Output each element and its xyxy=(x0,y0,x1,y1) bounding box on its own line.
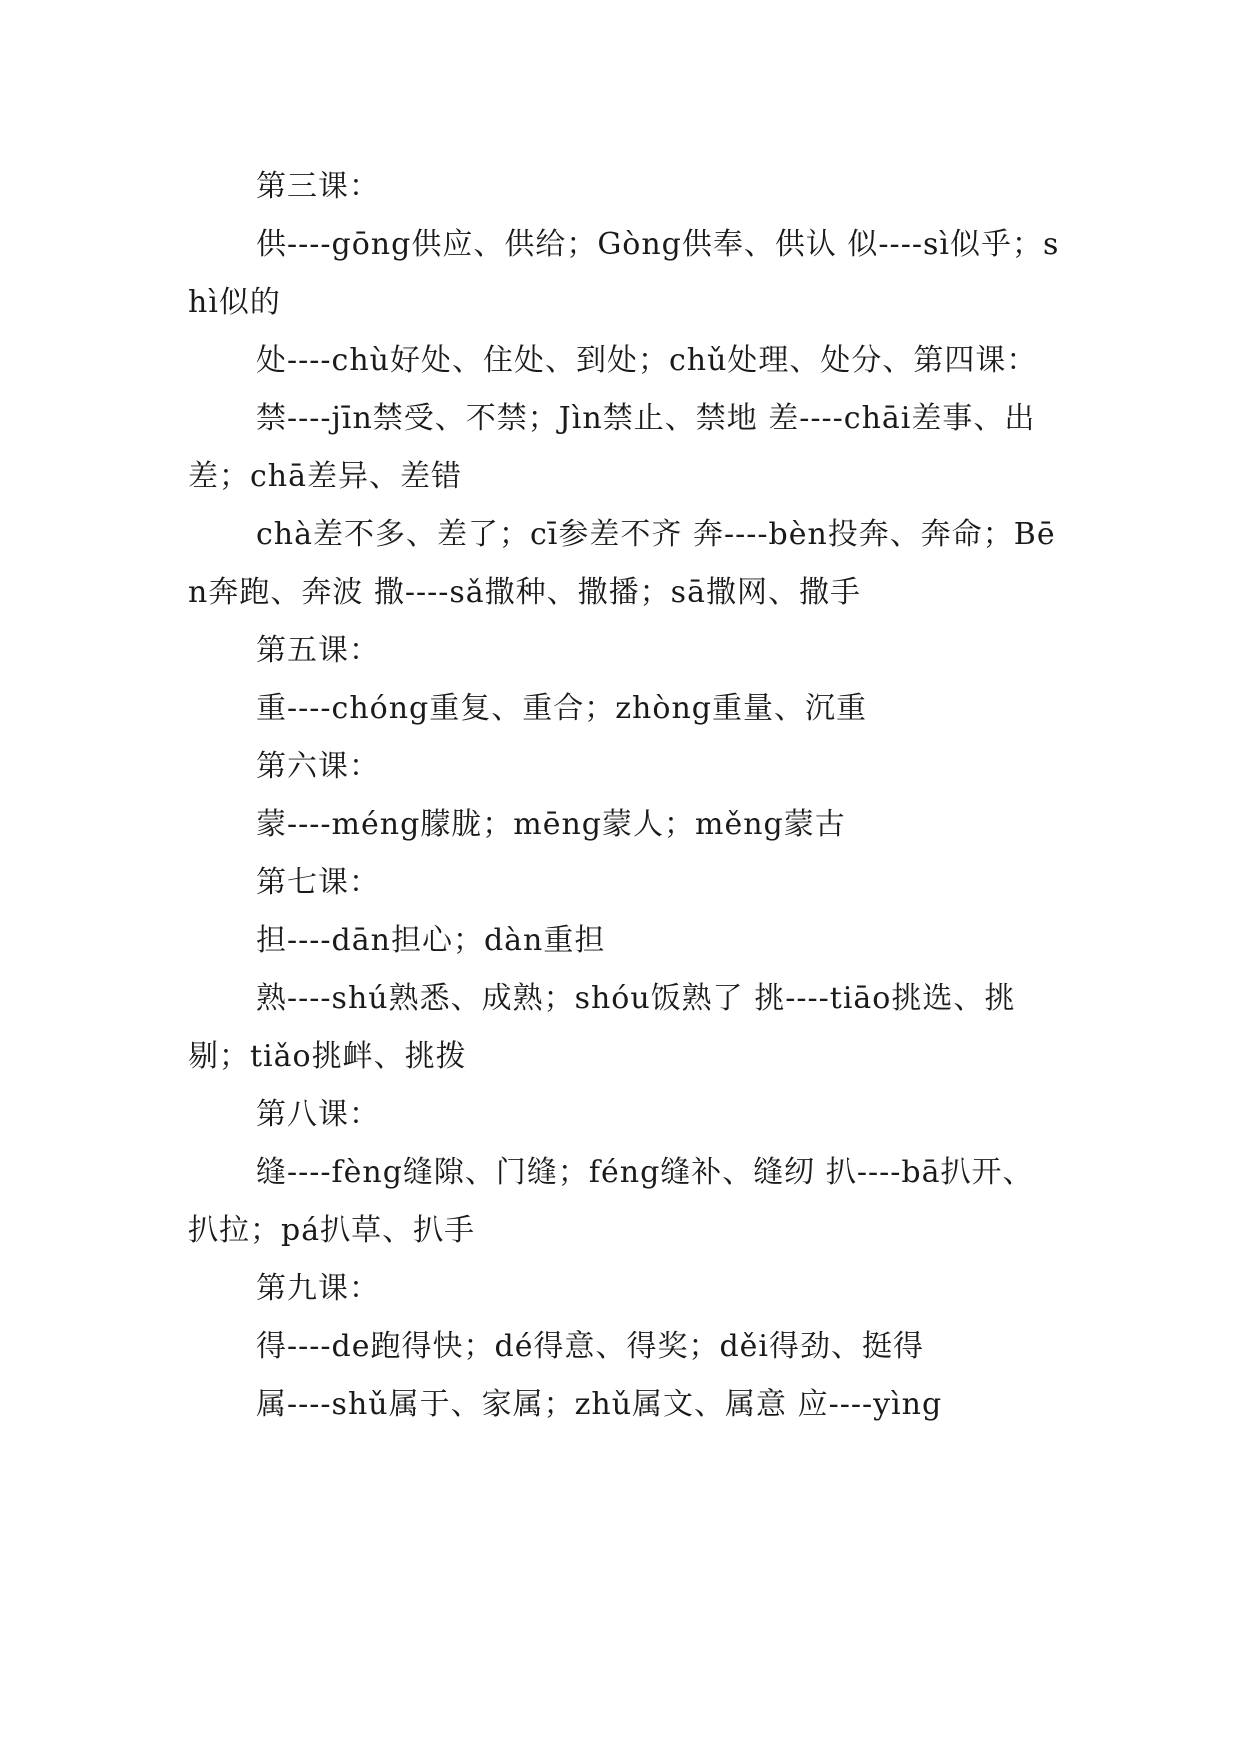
paragraph-cha-ben-sa: chà差不多、差了；cī参差不齐 奔----bèn投奔、奔命；Bēn奔跑、奔波 撒----sǎ撒种、撒播；sā撒网、撒手 xyxy=(188,517,1056,610)
paragraph-feng-ba: 缝----fèng缝隙、门缝；féng缝补、缝纫 扒----bā扒开、扒拉；pá扒草、扒手 xyxy=(188,1155,1034,1248)
paragraph-chu: 处----chù好处、住处、到处；chǔ处理、处分、第四课： xyxy=(256,343,1038,378)
paragraph-dan: 担----dān担心；dàn重担 xyxy=(256,923,606,958)
heading-lesson-7: 第七课： xyxy=(256,865,380,900)
heading-lesson-9: 第九课： xyxy=(256,1271,380,1306)
paragraph-meng: 蒙----méng朦胧；mēng蒙人；měng蒙古 xyxy=(256,807,846,842)
paragraph-de: 得----de跑得快；dé得意、得奖；děi得劲、挺得 xyxy=(256,1329,925,1364)
heading-lesson-3: 第三课： xyxy=(256,169,380,204)
heading-lesson-6: 第六课： xyxy=(256,749,380,784)
heading-lesson-8: 第八课： xyxy=(256,1097,380,1132)
paragraph-zhong: 重----chóng重复、重合；zhòng重量、沉重 xyxy=(256,691,867,726)
paragraph-shu-tiao: 熟----shú熟悉、成熟；shóu饭熟了 挑----tiāo挑选、挑剔；tiǎo挑衅、挑拨 xyxy=(188,981,1016,1074)
paragraph-gong-si: 供----gōng供应、供给；Gòng供奉、供认 似----sì似乎；shì似的 xyxy=(188,227,1060,320)
paragraph-shu-ying: 属----shǔ属于、家属；zhǔ属文、属意 应----yìng xyxy=(256,1387,943,1422)
heading-lesson-5: 第五课： xyxy=(256,633,380,668)
paragraph-jin-chai: 禁----jīn禁受、不禁；Jìn禁止、禁地 差----chāi差事、出差；chā差异、差错 xyxy=(188,401,1036,494)
